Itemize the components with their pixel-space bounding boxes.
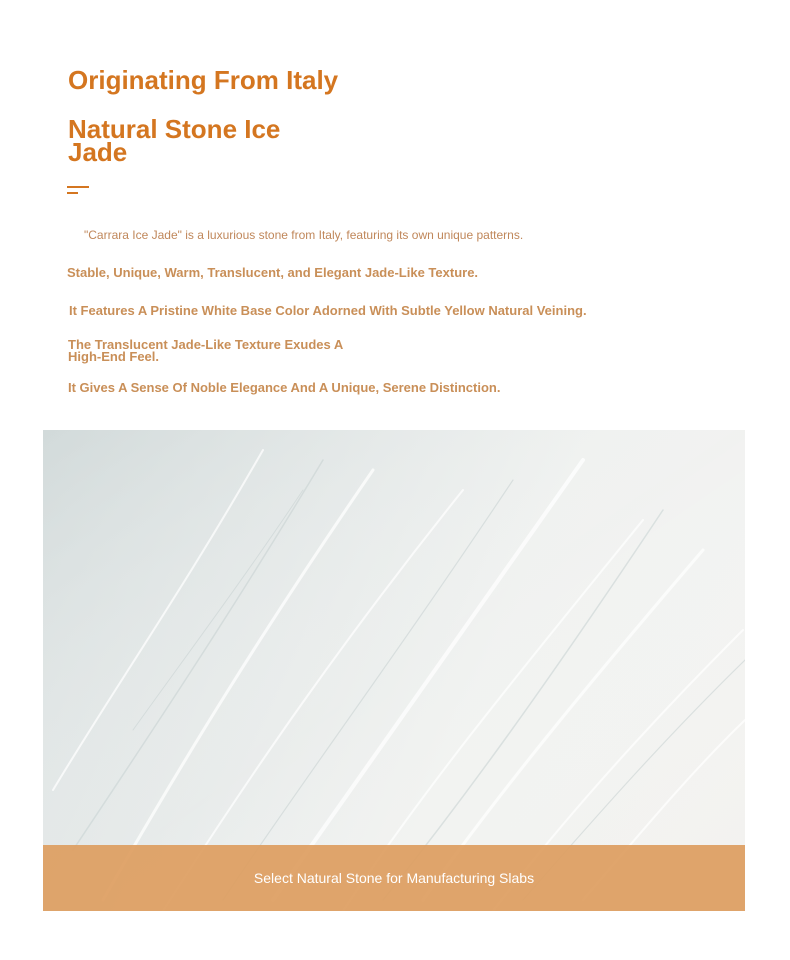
marble-veins (43, 430, 745, 911)
marble-texture-image (43, 430, 745, 911)
origin-title: Originating From Italy (68, 65, 339, 95)
feature-text-4: It Gives A Sense Of Noble Elegance And A Unique, Serene Distinction. (68, 380, 501, 395)
feature-text-2: It Features A Pristine White Base Color Adorned With Subtle Yellow Natural Veining. (69, 303, 587, 318)
caption-text: Select Natural Stone for Manufacturing Slabs (253, 870, 535, 886)
product-title: Natural Stone Ice Jade (68, 114, 281, 167)
feature-text-3: The Translucent Jade-Like Texture Exudes A High-End Feel. (68, 337, 343, 364)
intro-text: "Carrara Ice Jade" is a luxurious stone from Italy, featuring its own unique patterns. (84, 228, 524, 242)
accent-divider (67, 186, 89, 194)
feature-text-1: Stable, Unique, Warm, Translucent, and Elegant Jade-Like Texture. (67, 265, 479, 280)
caption-bar (43, 845, 745, 911)
